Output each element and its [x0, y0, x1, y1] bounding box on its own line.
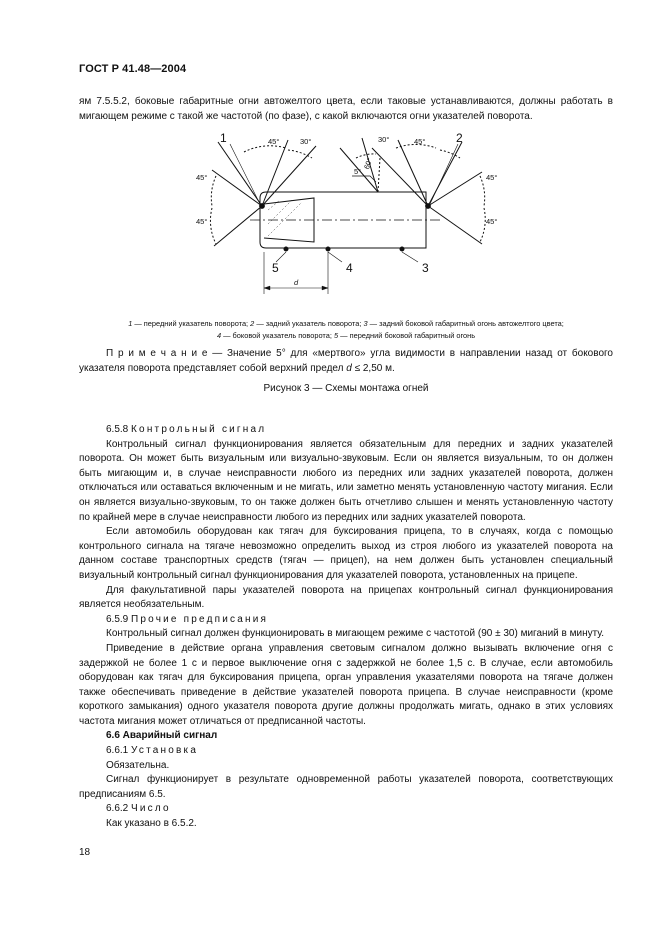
- angle-label: 30°: [300, 137, 312, 146]
- front-side-marker-lamp: [284, 247, 288, 251]
- paragraph: Если автомобиль оборудован как тягач для буксирования прицепа, то в случаях, когда с помощью контрольного сигнала на тягаче невозможно определить выход из строя любого из указателей поворота на данном составе транспортных средств (тягач — прицеп), на нем должен быть установлен специальный визуальный контрольный сигнал функционирования для указателей поворота, установленных на прицепе.: [79, 526, 613, 581]
- paragraph: Как указано в 6.5.2.: [106, 818, 197, 830]
- angle-label: 45°: [486, 217, 498, 226]
- figure-legend: [79, 318, 613, 342]
- angle-label: 30°: [378, 135, 390, 144]
- rear-side-marker-lamp: [400, 247, 404, 251]
- section-heading-6-5-8: 6.5.8 Контрольный сигнал: [106, 424, 267, 435]
- angle-label: 45°: [414, 137, 426, 146]
- section-heading-6-6-1: 6.6.1 Установка: [106, 745, 199, 757]
- page-number: 18: [79, 847, 91, 858]
- figure-note: П р и м е ч а н и е — Значение 5° для «мертвого» угла видимости в направлении назад от бокового указателя поворота представляет собой верхний предел d ≤ 2,50 м.: [79, 348, 613, 374]
- paragraph: Для факультативной пары указателей поворота на прицепах контрольный сигнал функционирования является необязательным.: [79, 584, 613, 611]
- section-heading-6-6: 6.6 Аварийный сигнал: [106, 730, 218, 742]
- dimension-label-d: d: [294, 278, 299, 287]
- main-text: [79, 423, 613, 832]
- legend-line-2: 4 — боковой указатель поворота; 5 — передний боковой габаритный огонь: [216, 331, 476, 340]
- intro-text: ям 7.5.5.2, боковые габаритные огни автожелтого цвета, если таковые устанавливаются, должны работать в мигающем режиме с такой же частотой (по фазе), с какой включаются огни указателей поворота.: [79, 96, 613, 122]
- angle-label-5: 5°: [354, 167, 362, 176]
- section-heading-6-6-2: 6.6.2 Число: [106, 803, 171, 815]
- intro-paragraph: [79, 95, 613, 124]
- angle-label: 45°: [486, 173, 498, 182]
- angle-label: 45°: [196, 173, 208, 182]
- paragraph: Приведение в действие органа управления световым сигналом должно вызывать включение огня с задержкой не более 1 с и первое выключение огня с задержкой не более 1,5 с. В случае, если автомобиль оборудован как тягач для буксирования прицепа, орган управления указателями поворота на тягаче должен также обеспечивать приведение в действие указателей поворота прицепа. В случае неисправности (кроме короткого замыкания) одного указателя поворота другие должны продолжать мигать, однако в этих условиях частота мигания может отличаться от предписанной частоты.: [79, 642, 613, 727]
- legend-line-1: 1 — передний указатель поворота; 2 — задний указатель поворота; 3 — задний боковой габаритный огонь автожелтого цвета;: [128, 319, 564, 328]
- lamp-mounting-diagram: [190, 128, 510, 298]
- section-heading-6-5-9: 6.5.9 Прочие предписания: [106, 613, 269, 625]
- paragraph: Сигнал функционирует в результате одновременной работы указателей поворота, соответствующих предписаниям 6.5.: [79, 774, 613, 800]
- figure-label-2: 2: [456, 131, 463, 145]
- angle-label: 45°: [268, 137, 280, 146]
- angle-label: 45°: [196, 217, 208, 226]
- figure-label-1: 1: [220, 131, 227, 145]
- paragraph: Обязательна.: [106, 759, 170, 771]
- document-header: ГОСТ Р 41.48—2004: [79, 63, 187, 75]
- paragraph: Контрольный сигнал должен функционировать в мигающем режиме с частотой (90 ± 30) миганий в минуту.: [106, 628, 605, 640]
- side-turn-indicator-lamp: [326, 247, 330, 251]
- figure-caption: Рисунок 3 — Схемы монтажа огней: [263, 383, 429, 394]
- figure-label-4: 4: [346, 261, 353, 275]
- note-label: П р и м е ч а н и е: [106, 348, 208, 359]
- figure-label-5: 5: [272, 261, 279, 275]
- paragraph: Контрольный сигнал функционирования является обязательным для передних и задних указателей поворота. Он может быть визуальным или визуально-звуковым. Если он является визуальным, то он должен быть мигающим и, в случае неисправности любого из передних или задних указателей поворота, должен отключаться или оставаться включенным и не мигать, или заметно менять установленную частоту мигания. Если он является визуально-звуковым, то он также должен быть отчетливо слышен и менять установленную частоту по крайней мере в случае неисправности любого из передних или задних указателей поворота.: [79, 438, 613, 523]
- figure-label-3: 3: [422, 261, 429, 275]
- angle-label-60: 60°: [362, 156, 375, 171]
